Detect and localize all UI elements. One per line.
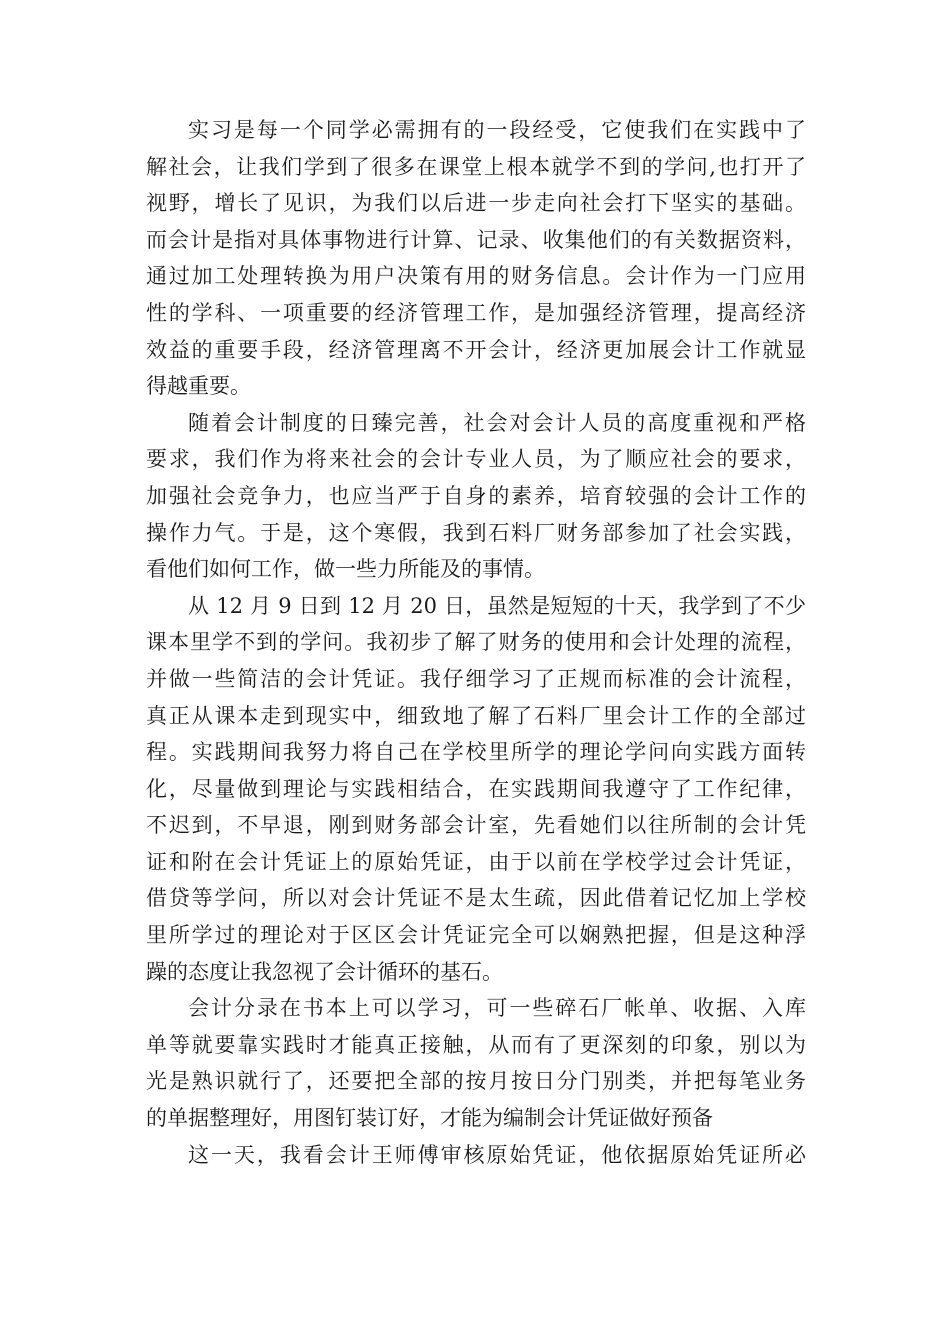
text-line: 而会计是指对具体事物进行计算、记录、收集他们的有关数据资料， [146, 227, 806, 252]
paragraph-3 [146, 588, 806, 991]
paragraph-4 [146, 990, 806, 1136]
text-line: 并做一些简洁的会计凭证。我仔细学习了正规而标准的会计流程， [146, 666, 806, 691]
text-line: 性的学科、一项重要的经济管理工作，是加强经济管理，提高经济 [146, 300, 806, 325]
text-line: 随着会计制度的日臻完善，社会对会计人员的高度重视和严格 [188, 410, 806, 435]
text-line: 解社会，让我们学到了很多在课堂上根本就学不到的学问,也打开了 [146, 154, 806, 179]
text-line: 借贷等学问，所以对会计凭证不是太生疏，因此借着记忆加上学校 [146, 886, 806, 911]
text-line: 实习是每一个同学必需拥有的一段经受，它使我们在实践中了 [188, 118, 806, 142]
text-line: 要求，我们作为将来社会的会计专业人员，为了顺应社会的要求， [146, 447, 806, 472]
paragraph-5 [146, 1137, 806, 1174]
text-line: 不迟到，不早退，刚到财务部会计室，先看她们以往所制的会计凭 [146, 813, 806, 838]
text-line: 得越重要。 [146, 374, 251, 399]
text-line: 证和附在会计凭证上的原始凭证，由于以前在学校学过会计凭证， [146, 849, 806, 874]
paragraph-1 [146, 112, 806, 405]
text-line: 通过加工处理转换为用户决策有用的财务信息。会计作为一门应用 [146, 264, 806, 289]
paragraph-2 [146, 405, 806, 588]
text-line: 化，尽量做到理论与实践相结合，在实践期间我遵守了工作纪律， [146, 776, 806, 801]
body-text [146, 112, 806, 1173]
text-line: 的单据整理好，用图钉装订好，才能为编制会计凭证做好预备 [146, 1106, 713, 1131]
text-line: 课本里学不到的学问。我初步了解了财务的使用和会计处理的流程， [146, 630, 806, 655]
text-line: 这一天，我看会计王师傅审核原始凭证，他依据原始凭证所必 [188, 1142, 806, 1167]
text-line: 会计分录在书本上可以学习，可一些碎石厂帐单、收据、入库 [188, 996, 806, 1021]
text-line: 程。实践期间我努力将自己在学校里所学的理论学问向实践方面转 [146, 740, 806, 765]
text-line: 看他们如何工作，做一些力所能及的事情。 [146, 557, 545, 582]
text-line: 单等就要靠实践时才能真正接触，从而有了更深刻的印象，别以为 [146, 1032, 806, 1057]
text-line: 光是熟识就行了，还要把全部的按月按日分门别类，并把每笔业务 [146, 1069, 806, 1094]
text-line: 效益的重要手段，经济管理离不开会计，经济更加展会计工作就显 [146, 337, 806, 362]
text-line: 加强社会竞争力，也应当严于自身的素养，培育较强的会计工作的 [146, 483, 806, 508]
text-line: 操作力气。于是，这个寒假，我到石料厂财务部参加了社会实践， [146, 520, 806, 545]
text-line: 里所学过的理论对于区区会计凭证完全可以娴熟把握，但是这种浮 [146, 923, 806, 948]
text-line: 视野，增长了见识，为我们以后进一步走向社会打下坚实的基础。 [146, 191, 806, 216]
text-line: 躁的态度让我忽视了会计循环的基石。 [146, 959, 503, 984]
text-line: 从 12 月 9 日到 12 月 20 日，虽然是短短的十天，我学到了不少 [188, 593, 806, 618]
text-line: 真正从课本走到现实中，细致地了解了石料厂里会计工作的全部过 [146, 703, 806, 728]
